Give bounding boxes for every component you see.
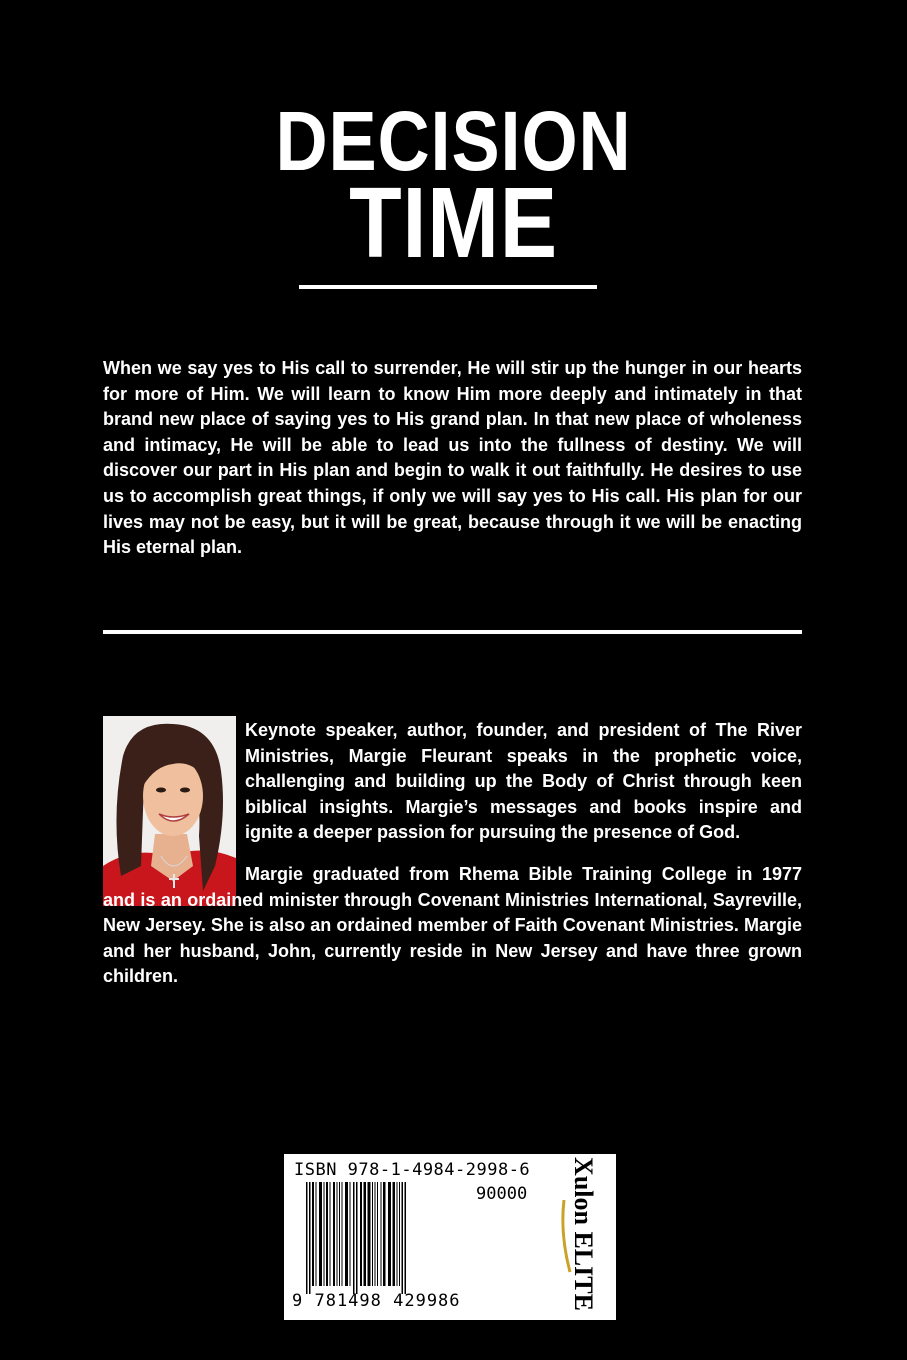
author-bio-paragraph-1: Keynote speaker, author, founder, and president of The River Ministries, Margie Fleurant speaks in the prophetic voice, challenging and building up the Body of Christ through keen biblical insights. Margie’s messages and books inspire and ignite a deeper passion for pursuing the presence of God. [245, 720, 802, 843]
barcode-bar [399, 1182, 400, 1286]
author-bio-paragraph-2-text: Margie graduated from Rhema Bible Training College in 1977 and is an ordained minister through Covenant Ministries International, Sayreville, New Jersey. She is also an ordained member of Faith Covenant Ministries. Margie and her husband, John, currently reside in New Jersey and have three grown children. [103, 864, 802, 987]
barcode-bar [405, 1182, 407, 1294]
barcode-bar [333, 1182, 335, 1286]
barcode-bar [316, 1182, 317, 1286]
price-code-label: 90000 [476, 1184, 528, 1204]
barcode-bar [402, 1182, 404, 1294]
barcode-bar [330, 1182, 331, 1286]
barcode-bar [368, 1182, 371, 1286]
barcode-bar [383, 1182, 386, 1286]
barcode-bar [372, 1182, 373, 1286]
barcode-bar [375, 1182, 376, 1286]
barcode-bar [356, 1182, 358, 1294]
barcode-bar [309, 1182, 311, 1294]
barcode-bar [345, 1182, 348, 1286]
barcode-bar [397, 1182, 398, 1286]
barcode-panel [284, 1154, 616, 1320]
barcode-bar [360, 1182, 362, 1286]
barcode-bar [319, 1182, 322, 1286]
barcode-bar [324, 1182, 325, 1286]
title-line-1: DECISION [275, 94, 632, 188]
isbn-label: ISBN 978-1-4984-2998-6 [294, 1160, 531, 1180]
barcode-bar [381, 1182, 382, 1286]
section-divider [103, 630, 802, 634]
barcode-bar [306, 1182, 308, 1294]
barcode-bar [364, 1182, 367, 1286]
barcode-bar [312, 1182, 314, 1286]
barcode-bar [377, 1182, 378, 1286]
barcode-bar [339, 1182, 340, 1286]
title-line-2: TIME [349, 167, 558, 279]
barcode-bar [393, 1182, 396, 1286]
barcode-bar [353, 1182, 355, 1294]
ean-label: 9 781498 429986 [292, 1291, 461, 1311]
barcode-bar [342, 1182, 343, 1286]
book-blurb: When we say yes to His call to surrender, He will stir up the hunger in our hearts for more of Him. We will learn to know Him more deeply and intimately in that brand new place of saying yes to His grand plan. In that new place of wholeness and intimacy, He will be able to lead us into the fullness of destiny. We will discover our part in His plan and begin to walk it out faithfully. He desires to use us to accomplish great things, if only we will say yes to His call. His plan for our lives may not be easy, but it will be great, because through it we will be enacting His eternal plan. [103, 358, 802, 558]
barcode-bar [326, 1182, 328, 1286]
publisher-logo-text: Xulon ELITE [569, 1157, 598, 1311]
barcode-bar [388, 1182, 391, 1286]
barcode-bar [337, 1182, 338, 1286]
publisher-logo [558, 1157, 608, 1311]
barcode-bar [350, 1182, 351, 1286]
title-divider [299, 285, 597, 289]
author-bio-paragraph-2 [103, 862, 802, 990]
